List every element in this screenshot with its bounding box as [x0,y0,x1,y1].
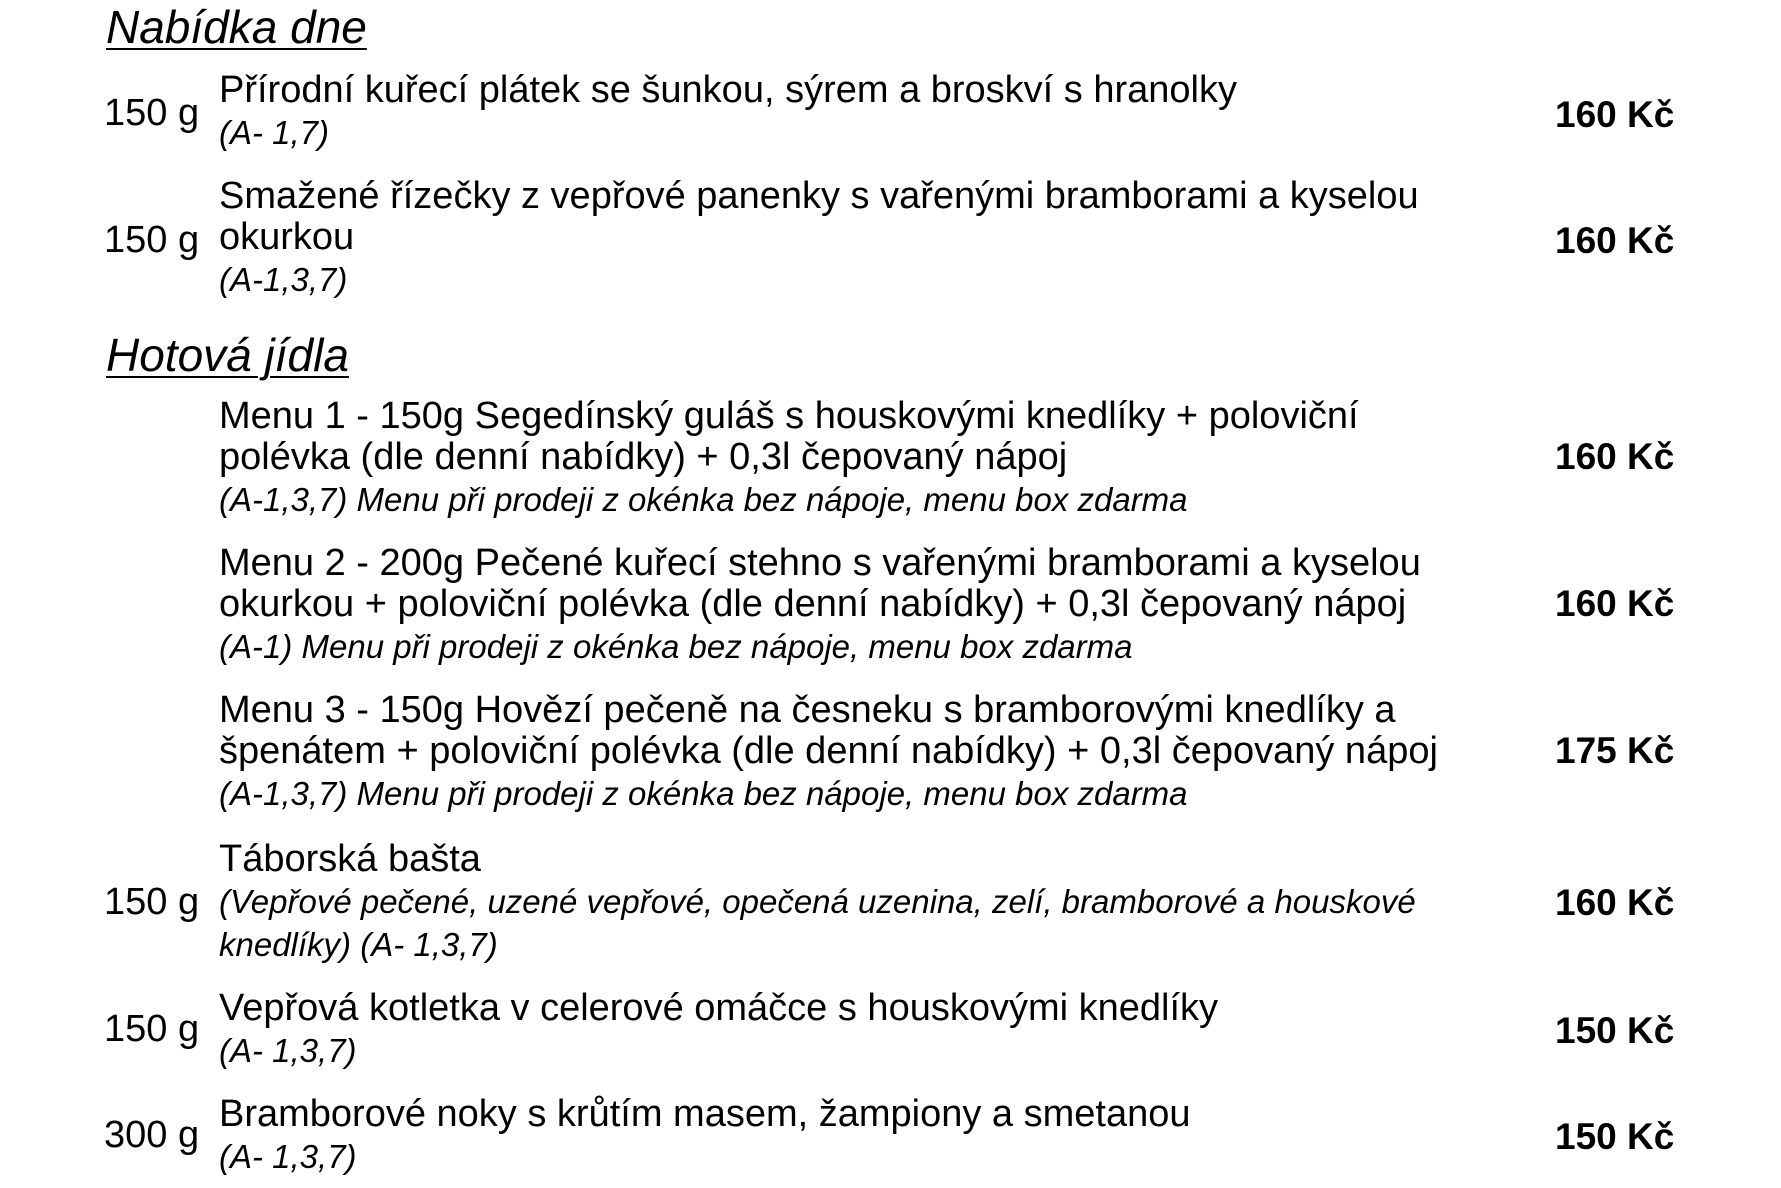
item-price: 150 Kč [1555,1116,1675,1157]
item-allergens: (Vepřové pečené, uzené vepřové, opečená uzenina, zelí, bramborové a houskové [219,883,1416,920]
item-description [219,988,1549,1072]
item-description [219,543,1549,668]
item-price: 160 Kč [1555,94,1675,135]
item-allergens: (A-1,3,7) Menu při prodeji z okénka bez nápoje, menu box zdarma [219,775,1188,812]
item-name-line: okurkou + poloviční polévka (dle denní nabídky) + 0,3l čepovaný nápoj [219,583,1407,625]
item-weight: 150 g [104,1008,200,1050]
item-weight: 300 g [104,1114,200,1156]
item-price: 175 Kč [1555,730,1675,771]
item-price: 150 Kč [1555,1010,1675,1051]
item-name-line: Menu 1 - 150g Segedínský guláš s houskovými knedlíky + poloviční [219,395,1359,437]
item-description [219,690,1549,815]
item-name-line: okurkou [219,216,355,258]
item-description [219,70,1549,154]
item-name-line: Smažené řízečky z vepřové panenky s vařenými bramborami a kyselou [219,175,1419,217]
item-description [219,396,1549,521]
item-price: 160 Kč [1555,583,1675,624]
item-price: 160 Kč [1555,436,1675,477]
item-allergens: (A-1) Menu při prodeji z okénka bez nápoje, menu box zdarma [219,628,1133,665]
item-price: 160 Kč [1555,882,1675,923]
item-weight: 150 g [104,881,200,923]
item-weight: 150 g [104,92,200,134]
item-description [219,839,1549,966]
item-price: 160 Kč [1555,220,1675,261]
item-description [219,1094,1549,1178]
item-allergens: (A- 1,3,7) [219,1032,357,1069]
item-allergens: (A-1,3,7) [219,261,348,298]
item-allergens: (A- 1,7) [219,114,330,151]
item-description [219,176,1549,301]
item-name-line: Menu 2 - 200g Pečené kuřecí stehno s vařenými bramborami a kyselou [219,542,1421,584]
section-title-nabidka-dne: Nabídka dne [106,1,367,53]
item-name-line: polévka (dle denní nabídky) + 0,3l čepovaný nápoj [219,436,1068,478]
item-name-line: Menu 3 - 150g Hovězí pečeně na česneku s bramborovými knedlíky a [219,689,1396,731]
item-name-line: Bramborové noky s krůtím masem, žampiony a smetanou [219,1093,1191,1135]
item-name-line: špenátem + poloviční polévka (dle denní nabídky) + 0,3l čepovaný nápoj [219,730,1438,772]
item-name-line: Táborská bašta [219,838,481,880]
item-allergens: knedlíky) (A- 1,3,7) [219,926,498,963]
item-weight: 150 g [104,219,200,261]
item-name-line: Přírodní kuřecí plátek se šunkou, sýrem a broskví s hranolky [219,69,1237,111]
item-allergens: (A-1,3,7) Menu při prodeji z okénka bez nápoje, menu box zdarma [219,481,1188,518]
item-name-line: Vepřová kotletka v celerové omáčce s houskovými knedlíky [219,987,1219,1029]
item-allergens: (A- 1,3,7) [219,1138,357,1175]
section-title-hotova-jidla: Hotová jídla [106,329,349,381]
